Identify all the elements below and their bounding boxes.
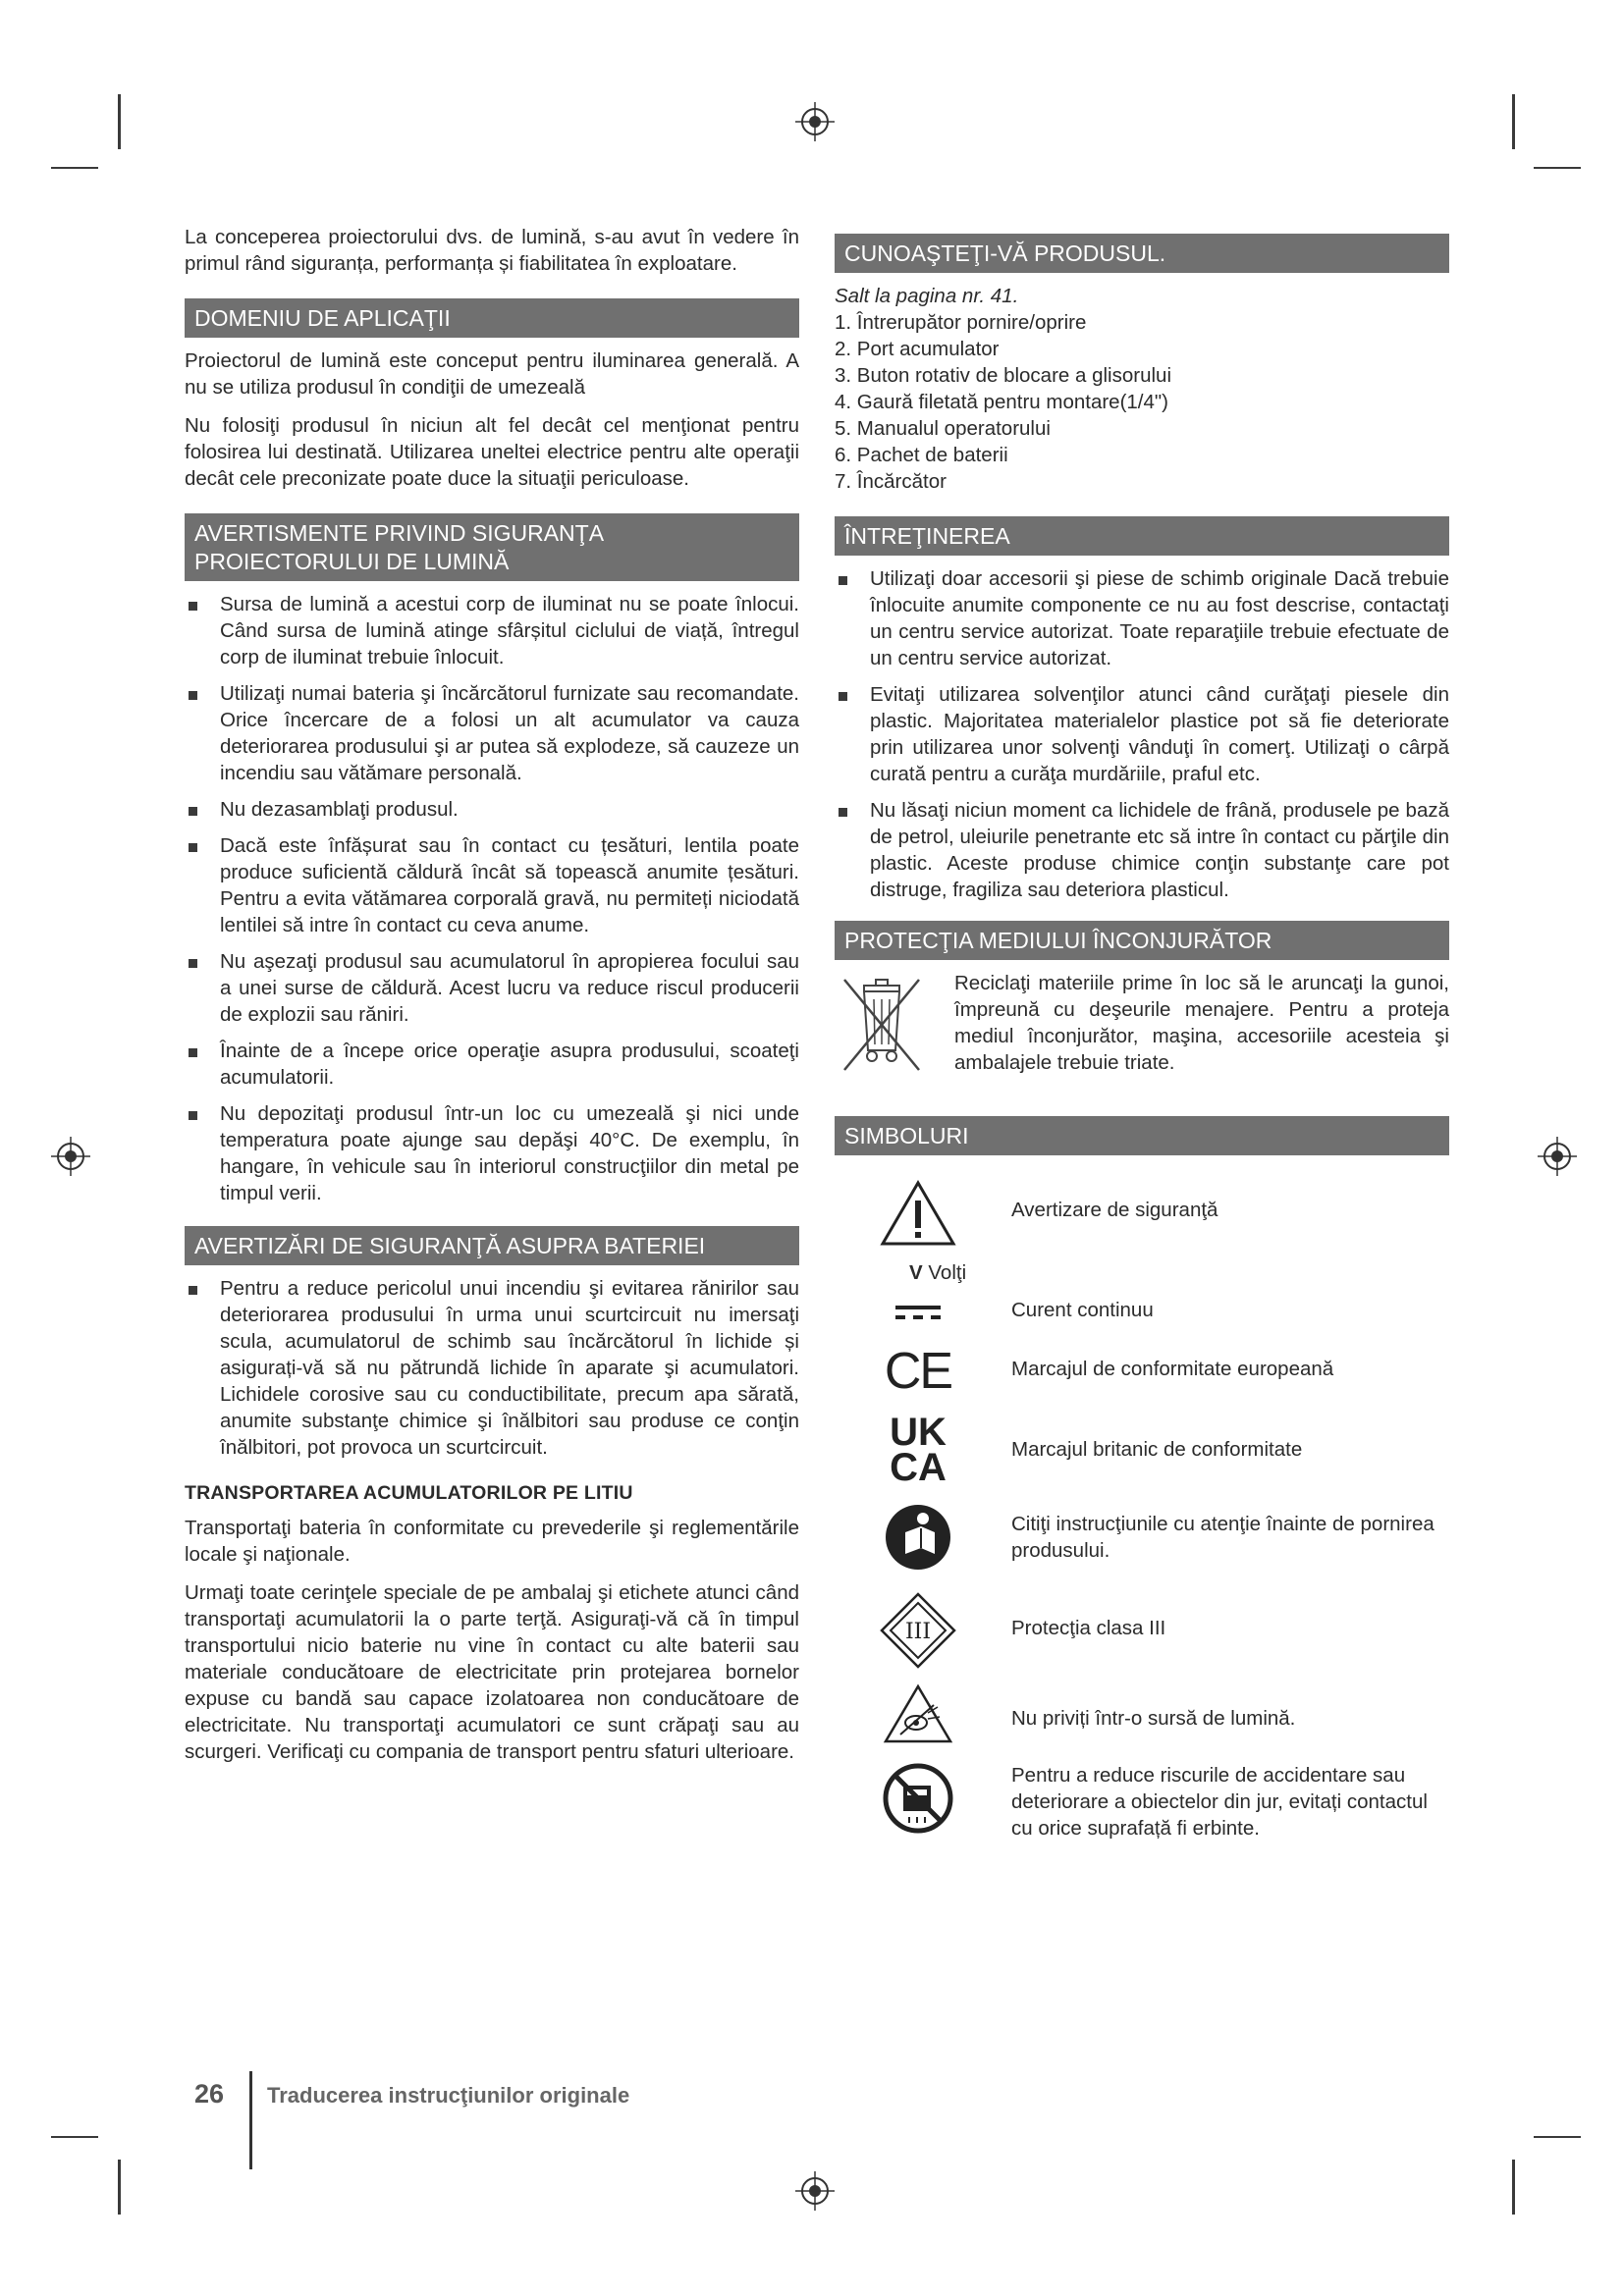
page-number: 26 — [194, 2079, 225, 2109]
list-item: Nu depozitaţi produsul într-un loc cu umezeală şi nici unde temperatura poate ajunge sau depăşi 40°C. De exemplu, în hangare, în vehicule sau în interiorul construcţiilor din metal pe timpul verii. — [185, 1100, 799, 1206]
read-manual-icon — [884, 1503, 952, 1572]
bullet-icon — [189, 1048, 197, 1057]
crop-mark — [1512, 2160, 1515, 2215]
intro-paragraph: La conceperea proiectorului dvs. de lumină, s-au avut în vedere în primul rând siguranța, performanța și fiabilitatea în exploatare. — [185, 226, 799, 275]
registration-mark-icon — [795, 2171, 835, 2211]
domeniu-paragraph-1: Proiectorul de lumină este conceput pentru iluminarea generală. A nu se utiliza produsul în condiţii de umezeală — [185, 349, 799, 399]
transport-subheading: TRANSPORTAREA ACUMULATORILOR PE LITIU — [185, 1482, 633, 1504]
list-item: Dacă este înfășurat sau în contact cu țesături, lentila poate produce suficientă căldură încât să topească anumite țesături. Pentru a evita vătămarea corporală gravă, nu permiteți niciodată lentilei să intre în contact cu ceva anume. — [185, 832, 799, 938]
list-item: Utilizaţi doar accesorii şi piese de schimb originale Dacă trebuie înlocuite anumite componente ce nu au fost descrise, contactaţi un centru service autorizat. Toate reparaţiile trebuie efectuate de un centru service autorizat. — [835, 565, 1449, 671]
baterie-list — [185, 1275, 799, 1461]
bullet-icon — [839, 808, 847, 817]
bullet-icon — [189, 691, 197, 700]
recycling-text: Reciclaţi materiile prime în loc să le aruncaţi la gunoi, împreună cu deşeurile menajere. Pentru a proteja mediul înconjurător, maşina, accesoriile acesteia şi ambalajele trebuie triate. — [954, 972, 1449, 1074]
recycling-notice — [835, 970, 1449, 1081]
list-item: Nu dezasamblaţi produsul. — [185, 796, 799, 823]
ukca-bottom-line: CA — [890, 1446, 947, 1489]
direct-current-icon — [893, 1303, 943, 1322]
list-item: Înainte de a începe orice operaţie asupra produsului, scoateţi acumulatorii. — [185, 1038, 799, 1091]
avoid-hot-surface-icon — [882, 1762, 954, 1835]
list-item: 5. Manualul operatorului — [835, 417, 1051, 440]
list-item: 3. Buton rotativ de blocare a glisorului — [835, 364, 1172, 387]
volt-symbol: V — [909, 1261, 923, 1284]
crop-mark — [51, 167, 98, 169]
section-heading-simboluri: SIMBOLURI — [835, 1116, 1449, 1155]
list-item: 1. Întrerupător pornire/oprire — [835, 311, 1087, 334]
transport-paragraph-2: Urmaţi toate cerinţele speciale de pe ambalaj şi etichete atunci când transportaţi acumulatorii la o parte terţă. Asiguraţi-vă că în timpul transportului nicio baterie nu vine în contact cu alte baterii sau materiale conducătoare de electricitate prin protejarea bornelor expuse cu bandă sau capace izolatoarea non conducătoare de electricitate. Nu transportaţi acumulatori ce sunt crăpaţi sau au scurgeri. Verificaţi cu compania de transport pentru sfaturi ulterioare. — [185, 1581, 799, 1763]
produs-page-reference: Salt la pagina nr. 41. — [835, 285, 1019, 307]
section-heading-mediu: PROTECŢIA MEDIULUI ÎNCONJURĂTOR — [835, 921, 1449, 960]
list-item: Sursa de lumină a acestui corp de iluminat nu se poate înlocui. Când sursa de lumină atinge sfârșitul ciclului de viață, întregul corp de iluminat trebuie înlocuit. — [185, 591, 799, 670]
section-heading-intretinerea: ÎNTREŢINEREA — [835, 516, 1449, 556]
bullet-icon — [189, 1286, 197, 1295]
footer-divider — [249, 2071, 252, 2169]
warning-triangle-icon — [879, 1179, 957, 1248]
list-item: 7. Încărcător — [835, 470, 947, 493]
ce-mark-icon: CE — [884, 1343, 952, 1400]
transport-paragraph-1: Transportaţi bateria în conformitate cu prevederile şi reglementările locale şi naţionale. — [185, 1517, 799, 1566]
bullet-icon — [189, 807, 197, 816]
list-item: Evitaţi utilizarea solvenţilor atunci când curăţaţi piesele din plastic. Majoritatea materialelor plastice pot să fie deteriorate prin utilizarea unor solvenţi vânduţi în comerţ. Utilizaţi o cârpă curată pentru a curăţa murdăriile, praful etc. — [835, 681, 1449, 787]
class-3-protection-icon — [879, 1591, 957, 1670]
footer-text: Traducerea instrucţiunilor originale — [267, 2083, 630, 2108]
left-column — [185, 224, 799, 1777]
list-item: Utilizaţi numai bateria şi încărcătorul furnizate sau recomandate. Orice încercare de a folosi un alt acumulator va cauza deteriorarea produsului şi ar putea să explodeze, să cauzeze un incendiu sau vătămare personală. — [185, 680, 799, 786]
list-item: 6. Pachet de baterii — [835, 444, 1008, 466]
list-item: Nu lăsaţi niciun moment ca lichidele de frână, produsele pe bază de petrol, uleiurile penetrante etc să intre în contact cu părţile din plastic. Aceste produse chimice conţin substanţe care pot distruge, fragiliza sau deteriora plasticul. — [835, 797, 1449, 903]
avertismente-list — [185, 591, 799, 1206]
symbol-dc-label: Curent continuu — [1011, 1299, 1154, 1321]
bullet-icon — [189, 602, 197, 611]
ukca-top-line: UK — [890, 1411, 947, 1454]
section-heading-avertismente: AVERTISMENTE PRIVIND SIGURANŢA PROIECTORULUI DE LUMINĂ — [185, 513, 799, 581]
crop-mark — [1534, 2136, 1581, 2138]
crop-mark — [51, 2136, 98, 2138]
crop-mark — [1534, 167, 1581, 169]
symbol-ukca-label: Marcajul britanic de conformitate — [1011, 1438, 1303, 1461]
symbol-class3-label: Protecţia clasa III — [1011, 1617, 1166, 1639]
volt-label: Volţi — [928, 1261, 967, 1284]
class-3-roman-numeral: III — [904, 1620, 932, 1644]
bullet-icon — [839, 692, 847, 701]
registration-mark-icon — [795, 102, 835, 141]
list-item: Nu aşezaţi produsul sau acumulatorul în apropierea focului sau a unei surse de căldură. Acest lucru va reduce riscul producerii de explozii sau răniri. — [185, 948, 799, 1028]
registration-mark-icon — [1538, 1137, 1577, 1176]
bullet-icon — [839, 576, 847, 585]
list-item: 4. Gaură filetată pentru montare(1/4") — [835, 391, 1169, 413]
bullet-icon — [189, 959, 197, 968]
produs-parts-list — [835, 309, 1449, 495]
section-heading-baterie: AVERTIZĂRI DE SIGURANŢĂ ASUPRA BATERIEI — [185, 1226, 799, 1265]
crop-mark — [1512, 94, 1515, 149]
bullet-icon — [189, 843, 197, 852]
symbol-read-label: Citiţi instrucţiunile cu atenţie înainte de pornirea produsului. — [1011, 1513, 1435, 1562]
symbol-nolook-label: Nu priviți într-o sursă de lumină. — [1011, 1707, 1296, 1730]
symbol-nosurface-label: Pentru a reduce riscurile de accidentare sau deteriorare a obiectelor din jur, evitați contactul cu orice suprafață fi erbinte. — [1011, 1764, 1428, 1840]
list-item: 2. Port acumulator — [835, 338, 1000, 360]
section-heading-domeniu: DOMENIU DE APLICAŢII — [185, 298, 799, 338]
right-column — [835, 224, 1449, 1840]
registration-mark-icon — [51, 1137, 90, 1176]
domeniu-paragraph-2: Nu folosiţi produsul în niciun alt fel decât cel menţionat pentru folosirea lui destinată. Utilizarea uneltei electrice pentru alte operaţii decât cele preconizate poate duce la situaţii periculoase. — [185, 414, 799, 490]
section-heading-produs: CUNOAŞTEŢI-VĂ PRODUSUL. — [835, 234, 1449, 273]
crop-mark — [118, 2160, 121, 2215]
bullet-icon — [189, 1111, 197, 1120]
symbol-ce-label: Marcajul de conformitate europeană — [1011, 1358, 1334, 1380]
symbol-warning-label: Avertizare de siguranţă — [1011, 1199, 1218, 1221]
crop-mark — [118, 94, 121, 149]
intretinerea-list — [835, 565, 1449, 903]
crossed-bin-icon — [835, 974, 929, 1076]
list-item: Pentru a reduce pericolul unui incendiu şi evitarea rănirilor sau deteriorarea produsului în urma unui scurtcircuit nu imersaţi scula, acumulatorul de schimb sau încărcătorul în lichide și asigurați-vă să nu pătrundă lichide în aparate şi acumulatori. Lichidele corosive sau cu conductibilitate, precum apa sărată, anumite substanţe chimice şi înălbitori sau produse ce conţin înălbitori, pot provoca un scurtcircuit. — [185, 1275, 799, 1461]
ukca-mark-icon — [874, 1411, 962, 1489]
do-not-look-at-light-icon — [883, 1683, 953, 1744]
